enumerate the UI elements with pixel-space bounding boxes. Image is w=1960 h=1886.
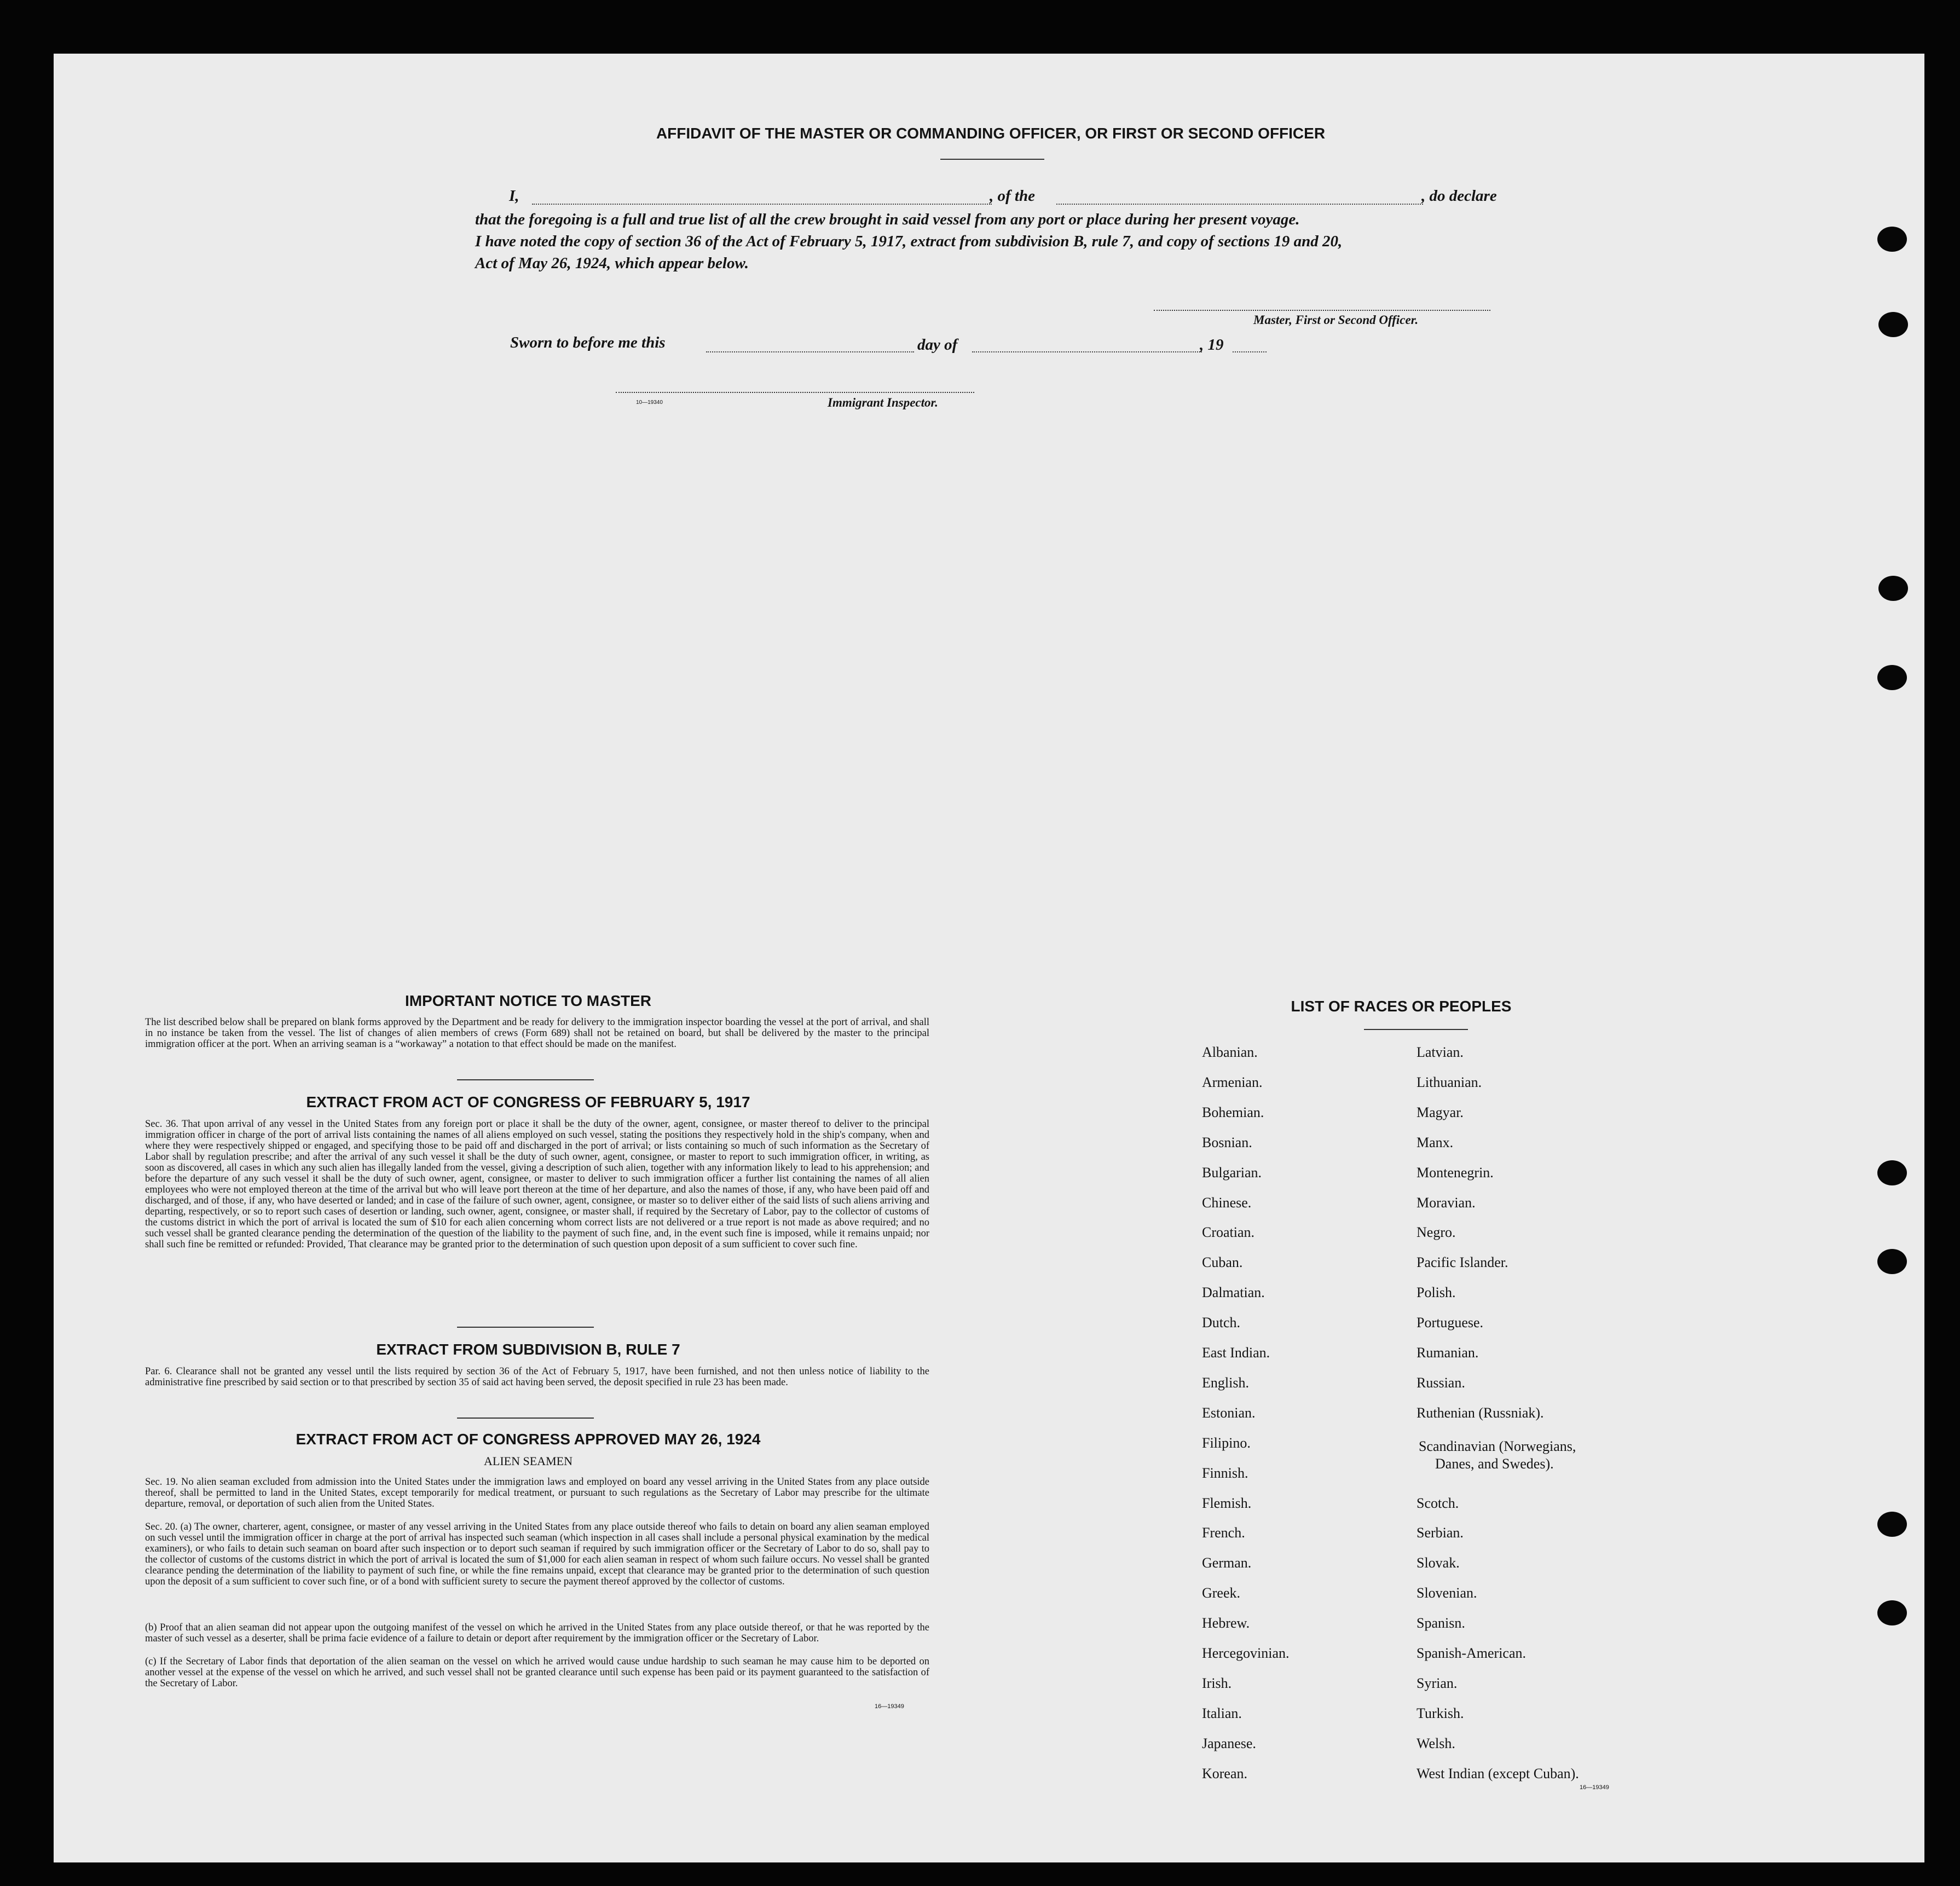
race-item: Slovenian. — [1416, 1585, 1477, 1601]
extract-1924-sec20a: Sec. 20. (a) The owner, charterer, agent, consignee, or master of any vessel arriving in the United States from any place outside thereof who fails to detain on board any alien seaman employed on such vessel until the immigration officer in charge at the port of arrival has inspected such seaman (which inspection in all cases shall include a personal physical examination by the medical examiners), or who fails to detain such seaman on board after such inspection or to deport such seaman if required by such immigration officer or the Secretary of Labor to do so, shall pay to the collector of customs of the customs district in which the port of arrival is located the sum of $1,000 for each alien seaman in respect of whom such failure occurs. No vessel shall be granted clearance pending the determination of the liability to payment of such fine, or while the fine remains unpaid, except that clearance may be granted prior to the determination of such question upon the deposit of a sum sufficient to cover such fine, or of a bond with sufficient surety to secure the payment thereof approved by the collector of customs. — [145, 1521, 929, 1587]
race-item: Portuguese. — [1416, 1315, 1484, 1331]
binder-hole — [1877, 1249, 1907, 1274]
extract-1924-subtitle: ALIEN SEAMEN — [484, 1454, 573, 1468]
extract-1924-sec20c: (c) If the Secretary of Labor finds that deportation of the alien seaman on the vessel on which he arrived would cause undue hardship to such seaman he may cause him to be deported on another vessel at the expense of the vessel on which he arrived, and such vessel shall not be granted clearance until such expense has been paid or its payment guaranteed to the satisfaction of the Secretary of Labor. — [145, 1656, 929, 1689]
binder-hole — [1877, 1512, 1907, 1537]
race-item: Rumanian. — [1416, 1345, 1479, 1361]
race-item: Spanisn. — [1416, 1615, 1465, 1632]
signature-caption: Master, First or Second Officer. — [1253, 313, 1419, 327]
binder-hole — [1877, 1160, 1907, 1185]
affidavit-i-label: I, — [509, 187, 519, 205]
extract-1924-form-code: 16—19349 — [875, 1703, 904, 1710]
race-item: Scandinavian (Norwegians, — [1419, 1438, 1576, 1454]
affidavit-of-the-label: , of the — [990, 187, 1035, 205]
binder-hole — [1878, 312, 1908, 337]
race-item: Montenegrin. — [1416, 1164, 1494, 1181]
race-item: Bosnian. — [1202, 1134, 1252, 1150]
race-item: Armenian. — [1202, 1074, 1263, 1090]
document-page — [54, 54, 1924, 1862]
race-item: English. — [1202, 1374, 1249, 1391]
race-item: French. — [1202, 1525, 1245, 1541]
race-item: Manx. — [1416, 1134, 1454, 1150]
affidavit-line-2: that the foregoing is a full and true list of all the crew brought in said vessel from any port or place during her present voyage. — [475, 211, 1300, 228]
race-item: Croatian. — [1202, 1224, 1255, 1241]
race-item: German. — [1202, 1555, 1252, 1571]
race-item: Dutch. — [1202, 1315, 1241, 1331]
race-item: Japanese. — [1202, 1735, 1256, 1751]
race-item: Finnish. — [1202, 1465, 1248, 1481]
race-item: Filipino. — [1202, 1434, 1251, 1451]
race-item: Russian. — [1416, 1374, 1465, 1391]
race-item: Dalmatian. — [1202, 1285, 1265, 1301]
race-item: East Indian. — [1202, 1345, 1270, 1361]
race-item: Irish. — [1202, 1675, 1232, 1691]
race-item: Spanish-American. — [1416, 1645, 1527, 1661]
affidavit-title: AFFIDAVIT OF THE MASTER OR COMMANDING OFFICER, OR FIRST OR SECOND OFFICER — [656, 125, 1326, 142]
affidavit-line-3: I have noted the copy of section 36 of the Act of February 5, 1917, extract from subdivision B, rule 7, and copy of sections 19 and 20, — [475, 233, 1343, 250]
signature-line — [1154, 310, 1490, 311]
race-item: Danes, and Swedes). — [1435, 1455, 1554, 1472]
race-item: Lithuanian. — [1416, 1074, 1482, 1090]
binder-hole — [1877, 1600, 1907, 1625]
extract-rule7-divider — [457, 1418, 594, 1419]
inspector-caption: Immigrant Inspector. — [828, 396, 938, 409]
race-item: Latvian. — [1416, 1044, 1464, 1060]
race-item: Bulgarian. — [1202, 1164, 1262, 1181]
race-item: Slovak. — [1416, 1555, 1460, 1571]
form-code-small: 10—19340 — [636, 400, 663, 406]
races-title: LIST OF RACES OR PEOPLES — [1291, 998, 1512, 1015]
extract-rule7-title: EXTRACT FROM SUBDIVISION B, RULE 7 — [376, 1341, 680, 1358]
race-item: Cuban. — [1202, 1254, 1243, 1271]
race-item: Korean. — [1202, 1765, 1248, 1781]
year-label: , 19 — [1200, 336, 1224, 354]
title-divider — [940, 159, 1044, 160]
race-item: Syrian. — [1416, 1675, 1458, 1691]
affidavit-line-4: Act of May 26, 1924, which appear below. — [475, 254, 749, 272]
race-item: West Indian (except Cuban). — [1416, 1765, 1579, 1781]
race-item: Chinese. — [1202, 1194, 1252, 1211]
sworn-day-blank-line — [706, 351, 914, 352]
race-item: Hebrew. — [1202, 1615, 1250, 1632]
race-item: Welsh. — [1416, 1735, 1455, 1751]
day-of-label: day of — [917, 336, 958, 354]
extract-1917-title: EXTRACT FROM ACT OF CONGRESS OF FEBRUARY 5, 1917 — [306, 1094, 750, 1110]
extract-1917-divider — [457, 1327, 594, 1328]
sworn-year-blank-line — [1233, 351, 1267, 352]
race-item: Serbian. — [1416, 1525, 1464, 1541]
races-form-code: 16—19349 — [1580, 1784, 1609, 1791]
race-item: Bohemian. — [1202, 1104, 1264, 1120]
affidavit-declare-label: , do declare — [1421, 187, 1497, 205]
races-divider — [1364, 1029, 1468, 1030]
notice-title: IMPORTANT NOTICE TO MASTER — [404, 992, 652, 1009]
race-item: Greek. — [1202, 1585, 1241, 1601]
extract-1924-title: EXTRACT FROM ACT OF CONGRESS APPROVED MAY 26, 1924 — [296, 1431, 761, 1448]
sworn-label: Sworn to before me this — [510, 334, 666, 351]
race-item: Pacific Islander. — [1416, 1254, 1508, 1271]
race-item: Estonian. — [1202, 1404, 1256, 1421]
extract-1924-sec20b: (b) Proof that an alien seaman did not appear upon the outgoing manifest of the vessel on which he arrived in the United States from any place outside thereof, or that he was reported by the master of such vessel as a deserter, shall be prima facie evidence of a failure to detain or deport after requirement by the immigration officer or the Secretary of Labor. — [145, 1622, 929, 1644]
binder-hole — [1878, 576, 1908, 601]
race-item: Moravian. — [1416, 1194, 1476, 1211]
binder-hole — [1877, 665, 1907, 690]
sworn-month-blank-line — [972, 351, 1202, 352]
binder-hole — [1877, 227, 1907, 252]
extract-1924-sec19: Sec. 19. No alien seaman excluded from admission into the United States under the immigration laws and employed on board any vessel arriving in the United States from any place outside thereof, shall be permitted to land in the United States, except temporarily for medical treatment, or pursuant to such regulations as the Secretary of Labor may prescribe for the ultimate departure, removal, or deportation of such alien from the United States. — [145, 1477, 929, 1509]
race-item: Hercegovinian. — [1202, 1645, 1290, 1661]
race-item: Italian. — [1202, 1705, 1242, 1721]
race-item: Flemish. — [1202, 1495, 1252, 1511]
notice-divider — [457, 1079, 594, 1080]
vessel-blank-line — [1056, 204, 1423, 205]
inspector-signature-line — [616, 392, 974, 393]
race-item: Ruthenian (Russniak). — [1416, 1404, 1544, 1421]
race-item: Negro. — [1416, 1224, 1456, 1241]
name-blank-line — [532, 204, 992, 205]
extract-rule7-text: Par. 6. Clearance shall not be granted any vessel until the lists required by section 36 of the Act of February 5, 1917, have been furnished, and not then unless notice of liability to the administrative fine prescribed by said section or to that prescribed by section 35 of said act having been served, the deposit specified in rule 23 has been made. — [145, 1366, 929, 1388]
race-item: Magyar. — [1416, 1104, 1464, 1120]
race-item: Scotch. — [1416, 1495, 1459, 1511]
race-item: Turkish. — [1416, 1705, 1464, 1721]
notice-text: The list described below shall be prepared on blank forms approved by the Department and be ready for delivery to the immigration inspector boarding the vessel at the port of arrival, and shall in no instance be taken from the vessel. The list of changes of alien members of crews (Form 689) shall not be retained on board, but shall be delivered by the master to the principal immigration officer at the port. When an arriving seaman is a “workaway” a notation to that effect should be made on the manifest. — [145, 1017, 929, 1050]
extract-1917-text: Sec. 36. That upon arrival of any vessel in the United States from any foreign port or place it shall be the duty of the owner, agent, consignee, or master thereof to deliver to the principal immigration officer in charge of the port of arrival lists containing the names of all aliens employed on such vessel, stating the positions they respectively hold in the ship's company, when and where they were respectively shipped or engaged, and specifying those to be paid off and discharged in the port of arrival; or lists containing so much of such information as the Secretary of Labor shall by regulation prescribe; and after the arrival of any such vessel it shall be the duty of such owner, agent, consignee, or master to report to such immigration officer, in writing, as soon as discovered, all cases in which any such alien has illegally landed from the vessel, giving a description of such alien, together with any information likely to lead to his apprehension; and before the departure of any such vessel it shall be the duty of such owner, agent, consignee, or master to deliver to such immigration officer a further list containing the names of all alien employees who were not employed thereon at the time of the arrival but who will leave port thereon at the time of her departure, and also the names of those, if any, who have been paid off and discharged, and of those, if any, who have deserted or landed; and in case of the failure of such owner, agent, consignee, or master so to deliver either of the said lists of such aliens arriving and departing, respectively, or so to report such cases of desertion or landing, such owner, agent, consignee, or master shall, if required by the Secretary of Labor, pay to the collector of customs of the customs district in which the port of arrival is located the sum of $10 for each alien concerning whom correct lists are not delivered or a true report is not made as above required; and no such vessel shall be granted clearance pending the determination of the question of the liability to the payment of such fine, and, in the event such fine is imposed, while it remains unpaid; nor shall such fine be remitted or refunded: Provided, That clearance may be granted prior to the determination of such question upon deposit of a sum sufficient to cover such fine. — [145, 1119, 929, 1250]
race-item: Polish. — [1416, 1285, 1456, 1301]
race-item: Albanian. — [1202, 1044, 1258, 1060]
